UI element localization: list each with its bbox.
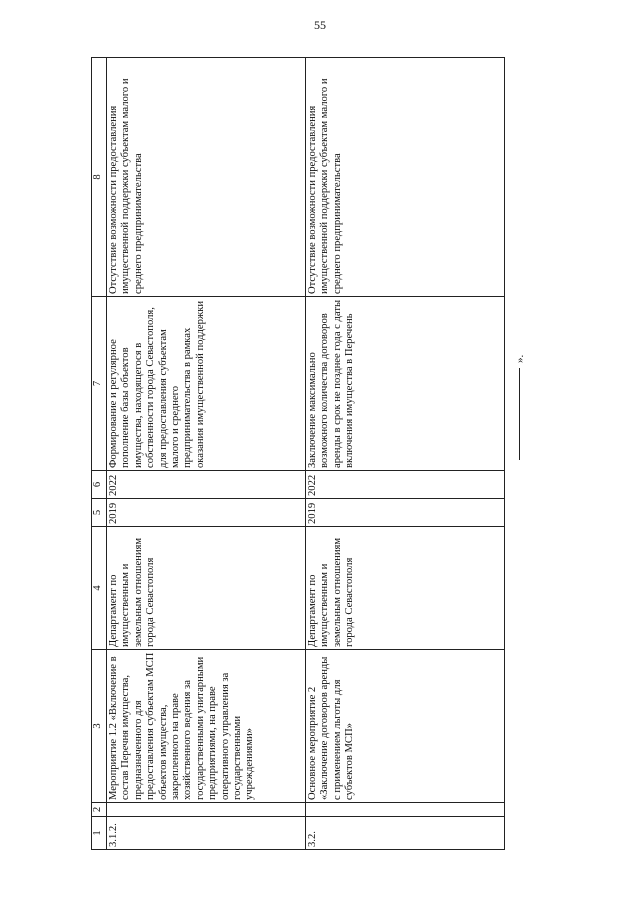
closing-mark-text: ». <box>514 354 526 363</box>
row-number: 3.1.2. <box>107 817 306 850</box>
header-cell-4: 4 <box>92 527 107 650</box>
header-cell-2: 2 <box>92 803 107 817</box>
measures-table <box>91 57 505 850</box>
header-cell-1: 1 <box>92 817 107 850</box>
closing-quote-mark <box>510 350 530 480</box>
header-cell-3: 3 <box>92 650 107 803</box>
start-year: 2019 <box>306 499 505 527</box>
table-row <box>107 58 306 850</box>
header-cell-7: 7 <box>92 297 107 471</box>
empty-cell <box>107 803 306 817</box>
measure-name: Мероприятие 1.2 «Включение в состав Перечня имущества, предназначенного для предоставления субъектам МСП объектов имущества, закрепленного на праве хозяйственного ведения за государственными унитарными предприятиями, на праве оперативного управления за государственными учреждениями» <box>107 650 306 803</box>
page-number: 55 <box>314 18 326 32</box>
consequences: Отсутствие возможности предоставления имущественной поддержки субъектам малого и среднего предпринимательства <box>107 58 306 297</box>
header-row <box>92 58 107 850</box>
end-year: 2022 <box>107 471 306 499</box>
expected-result: Заключение максимально возможного количества договоров аренды в срок не позднее года с даты включения имущества в Перечень <box>306 297 505 471</box>
rotated-table-container <box>91 58 551 850</box>
closing-line <box>519 368 520 460</box>
end-year: 2022 <box>306 471 505 499</box>
header-cell-6: 6 <box>92 471 107 499</box>
responsible-executor: Департамент по имущественным и земельным отношениям города Севастополя <box>107 527 306 650</box>
table-row <box>306 58 505 850</box>
measure-name: Основное мероприятие 2 «Заключение договоров аренды с применением льготы для субъектов МСП» <box>306 650 505 803</box>
header-cell-5: 5 <box>92 499 107 527</box>
header-cell-8: 8 <box>92 58 107 297</box>
start-year: 2019 <box>107 499 306 527</box>
expected-result: Формирование и регулярное пополнение базы объектов имущества, находящегося в собственности города Севастополя, для предоставления субъектам малого и среднего предпринимательства в рамках оказания имущественной поддержки <box>107 297 306 471</box>
consequences: Отсутствие возможности предоставления имущественной поддержки субъектам малого и среднего предпринимательства <box>306 58 505 297</box>
empty-cell <box>306 803 505 817</box>
responsible-executor: Департамент по имущественным и земельным отношениям города Севастополя <box>306 527 505 650</box>
row-number: 3.2. <box>306 817 505 850</box>
